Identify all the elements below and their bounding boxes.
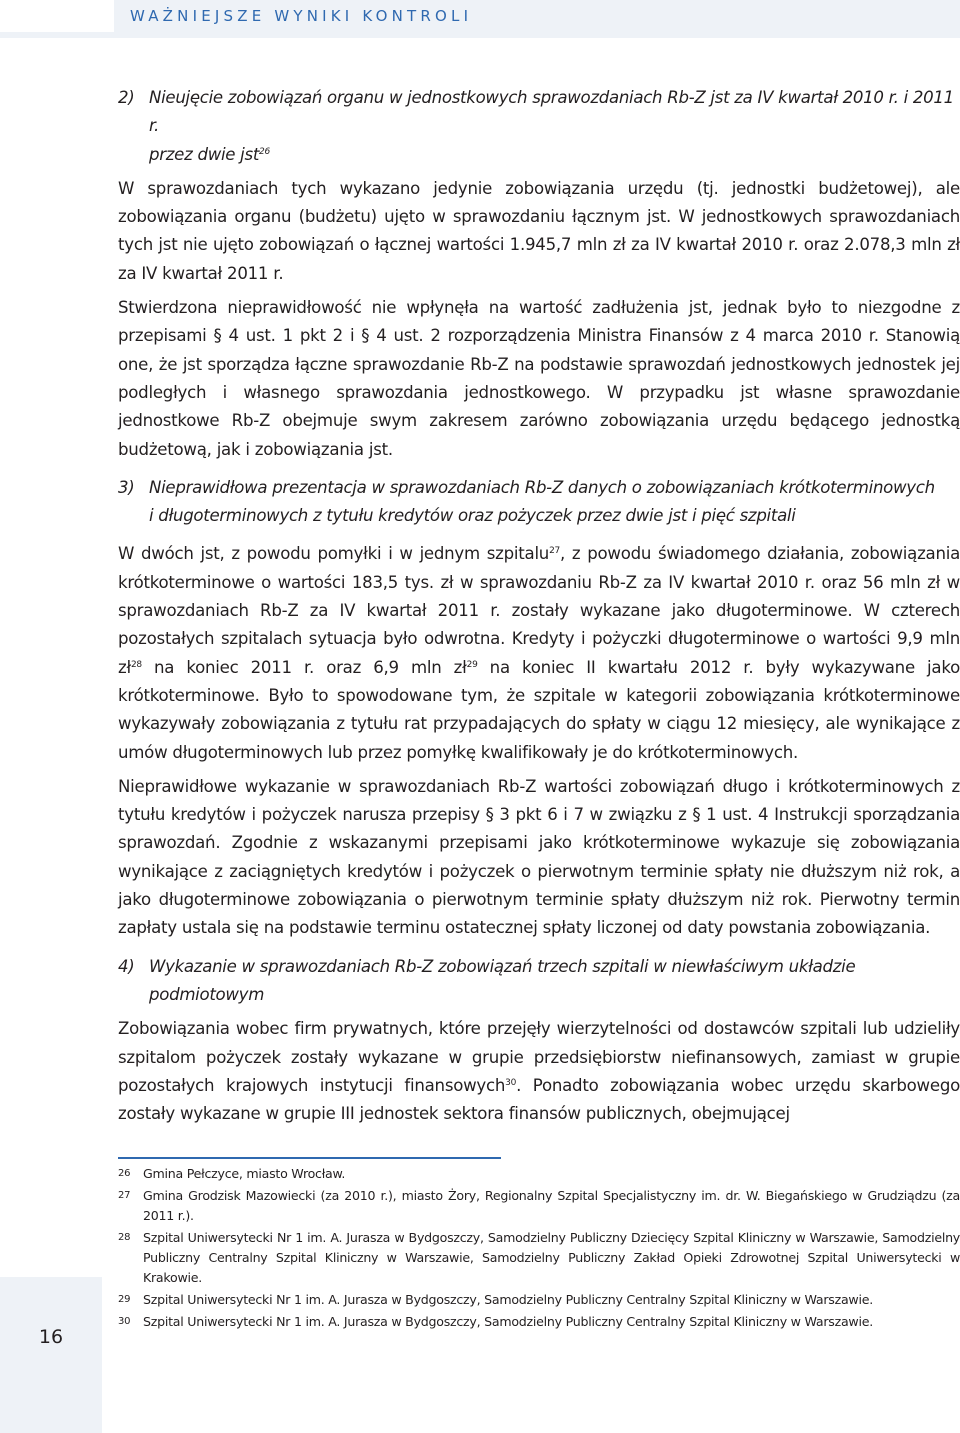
footnote-number: 27 [118,1190,131,1201]
section-number: 3) [118,477,135,497]
section-heading-text: Nieprawidłowa prezentacja w sprawozdaniach Rb-Z danych o zobowiązaniach krótkoterminowych i długoterminowych z tytułu kredytów oraz pożyczek przez dwie jst i pięć szpitali [149,477,935,526]
page-number: 16 [38,1326,64,1348]
footnote-divider [118,1157,501,1159]
running-header-title: WAŻNIEJSZE WYNIKI KONTROLI [130,7,473,25]
paragraph: Zobowiązania wobec firm prywatnych, które przejęły wierzytelności od dostawców szpitali lub udzieliły szpitalom pożyczek zostały wykazane w grupie przedsiębiorstw niefinansowych, zamiast w grupie pozostałych krajowych instytucji finansowych$^{30}$. Ponadto zobowiązania wobec urzędu skarbowego zostały wykazane w grupie III jednostek sektora finansów publicznych, obejmującej [118,1019,960,1124]
paragraph: Nieprawidłowe wykazanie w sprawozdaniach Rb-Z wartości zobowiązań długo i krótkoterminowych z tytułu kredytów i pożyczek narusza przepisy § 3 pkt 6 i 7 w związku z § 1 ust. 4 Instrukcji sporządzania sprawozdań. Zgodnie z wskazanymi przepisami jako krótkoterminowe wykazuje się zobowiązania wynikające z zaciągniętych kredytów i pożyczek o pierwotnym terminie spłaty nie dłuższym niż rok, a jako długoterminowe zobowiązania o pierwotnym terminie spłaty dłuższym niż rok. Pierwotny termin zapłaty ustala się na podstawie terminu ostatecznej spłaty liczonej od daty powstania zobowiązania. [118,776,960,938]
footnote-number: 30 [118,1316,131,1327]
footnote-text: Szpital Uniwersytecki Nr 1 im. A. Jurasza w Bydgoszczy, Samodzielny Publiczny Dziecięcy Szpital Kliniczny w Warszawie, Samodzielny Publiczny Centralny Szpital Kliniczny w Warszawie, Samodzielny Publiczny Zakład Opieki Zdrowotnej Szpital Uniwersytecki w Krakowie. [143,1230,960,1285]
paragraph: W sprawozdaniach tych wykazano jedynie zobowiązania urzędu (tj. jednostki budżetowej), ale zobowiązania organu (budżetu) ujęto w sprawozdaniu łącznym jst. W jednostkowych sprawozdaniach tych jst nie ujęto zobowiązań o łącznej wartości 1.945,7 mln zł za IV kwartał 2010 r. oraz 2.078,3 mln zł za IV kwartał 2011 r. [118,178,960,283]
footnote-number: 26 [118,1168,131,1179]
footnote-ref: 26 [259,146,270,157]
footnote-number: 28 [118,1232,131,1243]
footnote-ref: 30 [505,1077,517,1088]
footnote-ref: 28 [130,659,142,670]
section-2-heading [118,84,960,169]
footnote-text: Gmina Pełczyce, miasto Wrocław. [143,1166,346,1181]
footnotes [118,1164,960,1332]
footnote-ref: 27 [549,546,561,557]
footnote-text: Szpital Uniwersytecki Nr 1 im. A. Jurasza w Bydgoszczy, Samodzielny Publiczny Centralny Szpital Kliniczny w Warszawie. [143,1292,873,1307]
section-3-heading [118,474,960,531]
section-number: 2) [118,88,135,107]
page-body [118,84,960,1128]
section-4-heading [118,953,960,1010]
paragraph: W dwóch jst, z powodu pomyłki i w jednym szpitalu$^{27}$, z powodu świadomego działania, zobowiązania krótkoterminowe o wartości 183,5 tys. zł w sprawozdaniu Rb-Z za IV kwartał 2010 r. oraz 56 mln zł w sprawozdaniach Rb-Z za IV kwartał 2011 r. zostały wykazane jako długoterminowe. W czterech pozostałych szpitalach sytuacja było odwrotna. Kredyty i pożyczki długoterminowe o wartości 9,9 mln $zł^{28}$ na koniec 2011 r. oraz 6,9 mln $zł^{29}$ na koniec II kwartału 2012 r. były wykazywane jako krótkoterminowe. Było to spowodowane tym, że szpitale w kategorii zobowiązania krótkoterminowe wykazywały zobowiązania z tytułu rat przypadających do spłaty w ciągu 12 miesięcy, ale wynikające z umów długoterminowych lub przez pomyłkę kwalifikowały je do krótkoterminowych. [118,544,960,762]
footnote [118,1228,960,1288]
section-number: 4) [118,956,135,976]
paragraph: Stwierdzona nieprawidłowość nie wpłynęła na wartość zadłużenia jst, jednak było to niezgodne z przepisami § 4 ust. 1 pkt 2 i § 4 ust. 2 rozporządzenia Ministra Finansów z 4 marca 2010 r. Stanowią one, że jst sporządza łączne sprawozdanie Rb-Z na podstawie sprawozdań jednostkowych jednostek jej podległych i własnego sprawozdania jednostkowego. W przypadku jst własne sprawozdanie jednostkowe Rb-Z obejmuje swym zakresem zarówno zobowiązania urzędu będącego jednostką budżetową, jak i zobowiązania jst. [118,298,960,459]
footnote-ref: 29 [466,659,478,670]
footnote [118,1290,960,1310]
footnote [118,1164,960,1184]
footnote-text: Gmina Grodzisk Mazowiecki (za 2010 r.), miasto Żory, Regionalny Szpital Specjalistyczny im. dr. W. Biegańskiego w Grudziądzu (za 2011 r.). [143,1188,960,1223]
footnote [118,1186,960,1226]
header-marker [0,0,114,32]
footnote [118,1312,960,1332]
page-number-box [0,1277,102,1433]
footnote-text: Szpital Uniwersytecki Nr 1 im. A. Jurasza w Bydgoszczy, Samodzielny Publiczny Centralny Szpital Kliniczny w Warszawie. [143,1314,873,1329]
section-heading-text: Nieujęcie zobowiązań organu w jednostkowych sprawozdaniach Rb-Z jst za IV kwartał 2010 r. i 2011 r. przez dwie jst$^{26}$ [149,88,954,164]
footnote-number: 29 [118,1294,131,1305]
section-heading-text: Wykazanie w sprawozdaniach Rb-Z zobowiązań trzech szpitali w niewłaściwym układzie podmiotowym [149,956,856,1004]
